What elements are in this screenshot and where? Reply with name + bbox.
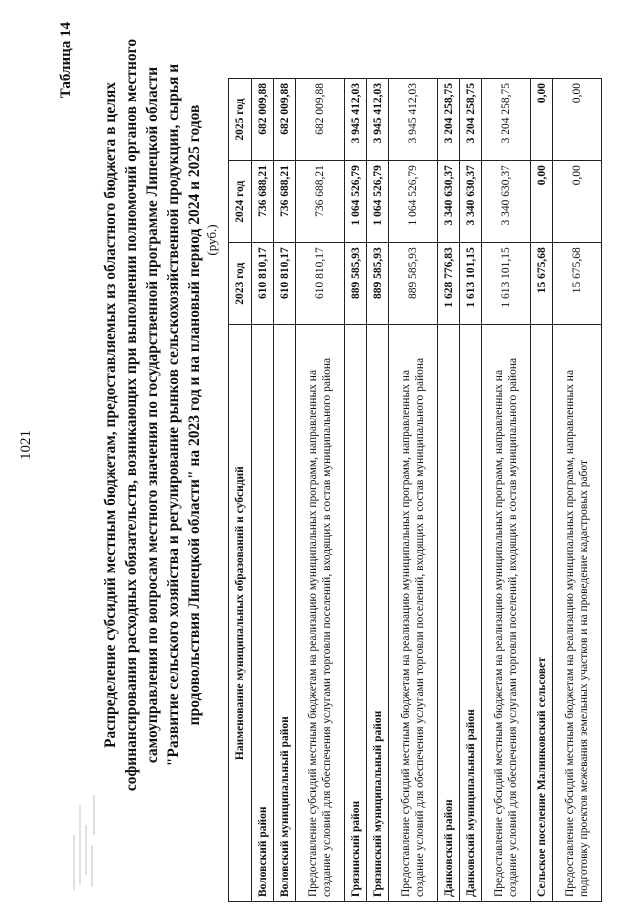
value-2024: 0,00 xyxy=(531,161,553,243)
value-2023: 610 810,17 xyxy=(274,243,296,325)
scan-artifact-icon xyxy=(62,785,102,895)
value-2024: 3 340 630,37 xyxy=(460,161,482,243)
table-row xyxy=(438,79,460,902)
row-name: Данковский муниципальный район xyxy=(460,325,482,902)
value-2023: 1 628 776,83 xyxy=(438,243,460,325)
table-row xyxy=(252,79,274,902)
title-line: самоуправления по вопросам местного значения по государственной программе Липецкой области xyxy=(144,66,161,764)
col-header-2023: 2023 год xyxy=(229,243,252,325)
row-name: Данковский район xyxy=(438,325,460,902)
title-line: софинансирования расходных обязательств, возникающих при выполнении полномочий органов местного xyxy=(123,38,140,792)
table-row xyxy=(460,79,482,902)
value-2025: 3 204 258,75 xyxy=(460,79,482,161)
value-2023: 610 810,17 xyxy=(296,243,345,325)
value-2025: 3 945 412,03 xyxy=(389,79,438,161)
row-name: Грязинский район xyxy=(345,325,367,902)
row-name: Сельское поселение Малинковский сельсовет xyxy=(531,325,553,902)
unit-label: (руб.) xyxy=(204,224,219,256)
value-2024: 736 688,21 xyxy=(296,161,345,243)
value-2023: 610 810,17 xyxy=(252,243,274,325)
title-line: "Развитие сельского хозяйства и регулирование рынков сельскохозяйственной продукции, сырья и xyxy=(165,63,182,767)
value-2023: 1 613 101,15 xyxy=(482,243,531,325)
value-2023: 889 585,93 xyxy=(389,243,438,325)
table-row xyxy=(531,79,553,902)
row-name: Предоставление субсидий местным бюджетам на реализацию муниципальных программ, направленных на создание условий для обеспечения услугами торговли поселений, входящих в состав муниципального района xyxy=(389,325,438,902)
table-row xyxy=(274,79,296,902)
row-name: Предоставление субсидий местным бюджетам на реализацию муниципальных программ, направленных на создание условий для обеспечения услугами торговли поселений, входящих в состав муниципального района xyxy=(296,325,345,902)
value-2025: 0,00 xyxy=(553,79,602,161)
value-2024: 3 340 630,37 xyxy=(438,161,460,243)
title-line: продовольствия Липецкой области" на 2023 год и на плановый период 2024 и 2025 годов xyxy=(186,104,203,726)
table-row xyxy=(296,79,345,902)
row-name: Предоставление субсидий местным бюджетам на реализацию муниципальных программ, направленных на создание условий для обеспечения услугами торговли поселений, входящих в состав муниципального района xyxy=(482,325,531,902)
subsidy-table xyxy=(228,78,602,902)
value-2023: 889 585,93 xyxy=(345,243,367,325)
table-row xyxy=(345,79,367,902)
value-2024: 1 064 526,79 xyxy=(345,161,367,243)
table-row xyxy=(367,79,389,902)
value-2023: 1 613 101,15 xyxy=(460,243,482,325)
value-2025: 0,00 xyxy=(531,79,553,161)
row-name: Воловский район xyxy=(252,325,274,902)
value-2023: 889 585,93 xyxy=(367,243,389,325)
col-header-2025: 2025 год xyxy=(229,79,252,161)
value-2025: 3 945 412,03 xyxy=(367,79,389,161)
table-row xyxy=(389,79,438,902)
value-2025: 682 009,88 xyxy=(296,79,345,161)
page-number: 1021 xyxy=(18,430,34,460)
table-row xyxy=(553,79,602,902)
value-2025: 682 009,88 xyxy=(274,79,296,161)
col-header-2024: 2024 год xyxy=(229,161,252,243)
value-2024: 1 064 526,79 xyxy=(389,161,438,243)
col-header-name: Наименование муниципальных образований и субсидий xyxy=(229,325,252,902)
value-2024: 3 340 630,37 xyxy=(482,161,531,243)
value-2023: 15 675,68 xyxy=(553,243,602,325)
document-title xyxy=(100,20,205,810)
table-header-row xyxy=(229,79,252,902)
value-2025: 3 945 412,03 xyxy=(345,79,367,161)
value-2025: 682 009,88 xyxy=(252,79,274,161)
row-name: Предоставление субсидий местным бюджетам на реализацию муниципальных программ, направленных на подготовку проектов межевания земельных участков и на проведение кадастровых работ xyxy=(553,325,602,902)
table-label: Таблица 14 xyxy=(58,22,74,99)
value-2024: 736 688,21 xyxy=(252,161,274,243)
value-2024: 0,00 xyxy=(553,161,602,243)
value-2024: 736 688,21 xyxy=(274,161,296,243)
row-name: Воловский муниципальный район xyxy=(274,325,296,902)
value-2025: 3 204 258,75 xyxy=(482,79,531,161)
value-2025: 3 204 258,75 xyxy=(438,79,460,161)
value-2023: 15 675,68 xyxy=(531,243,553,325)
value-2024: 1 064 526,79 xyxy=(367,161,389,243)
table-row xyxy=(482,79,531,902)
row-name: Грязинский муниципальный район xyxy=(367,325,389,902)
title-line: Распределение субсидий местным бюджетам, предоставляемых из областного бюджета в целях xyxy=(102,82,119,748)
